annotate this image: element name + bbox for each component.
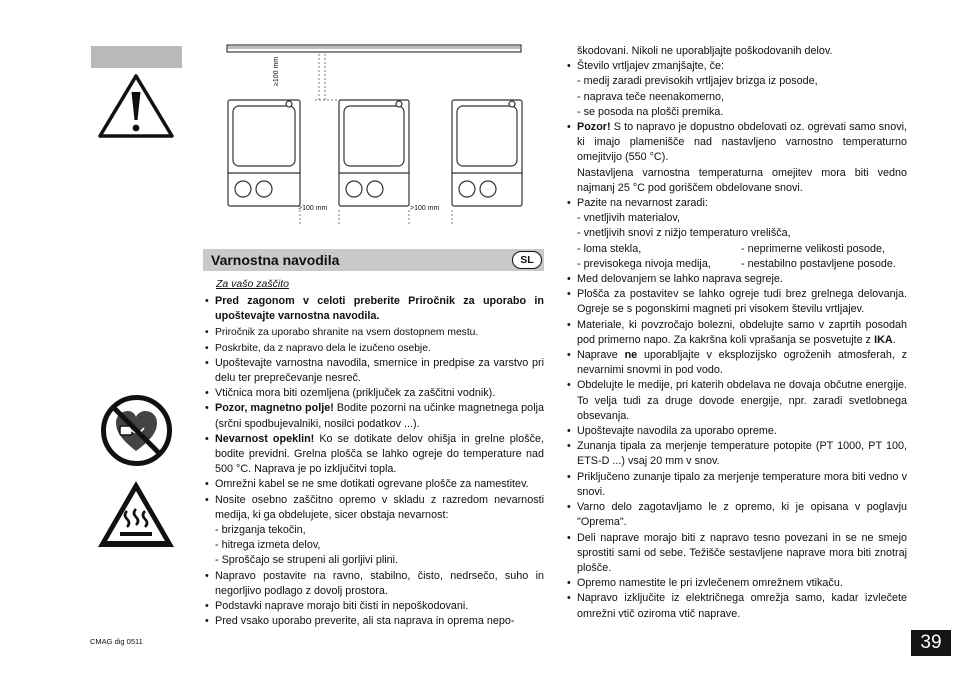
- list-item: • Priključeno zunanje tipalo za merjenje temperature mora biti vedno v snovi.: [567, 470, 907, 498]
- document-code: CMAG dig 0511: [90, 637, 143, 646]
- list-item: • Pred vsako uporabo preverite, ali sta naprava in oprema nepo-: [205, 615, 515, 628]
- dash-pair: - loma stekla, - neprimerne velikosti posode,: [577, 242, 886, 255]
- list-item: • Plošča za postavitev se lahko ogreje tudi brez grelnega delovanja. Ogreje se s pogonskimi magneti pri visokem številu vrtljajev.: [567, 288, 907, 316]
- list-item: • Nevarnost opeklin! Ko se dotikate delov ohišja in grelne plošče, bodite previdni. Grelna plošča se lahko ogreje do temperature nad 500 °C. Naprava je po izključitvi topla.: [205, 432, 544, 476]
- list-item: • Pozor, magnetno polje! Bodite pozorni na učinke magnetnega polja (srčni spodbujevalniki, nosilci podatkov ...).: [205, 402, 544, 430]
- dash-item: - Sproščajo se strupeni ali gorljivi plini.: [215, 554, 399, 567]
- dash-item: - naprava teče neenakomerno,: [577, 90, 725, 103]
- dash-item: - vnetljivih snovi z nižjo temperaturo vrelišča,: [577, 227, 791, 240]
- vertical-clearance-label: ≥100 mm: [273, 56, 280, 86]
- gap-right-label: >100 mm: [410, 205, 440, 212]
- list-item: • Napravo izključite iz električnega omrežja samo, kadar izvlečete omrežni vtič oziroma vtič naprave.: [567, 592, 907, 620]
- gap-left-label: >100 mm: [298, 205, 328, 212]
- list-item: • Priročnik za uporabo shranite na vsem dostopnem mestu.: [205, 327, 479, 339]
- language-badge: SL: [512, 251, 542, 269]
- margin-tab: [91, 46, 182, 68]
- hot-surface-icon: [95, 478, 177, 555]
- right-text-column: [565, 44, 907, 622]
- list-item: • Upoštevajte varnostna navodila, smernice in predpise za varstvo pri delu ter preprečevanje nesreč.: [205, 356, 544, 385]
- clearance-diagram: [225, 42, 525, 237]
- list-item: • Pozor! S to napravo je dopustno obdelovati oz. ogrevati samo snovi, ki imajo plamenišče nad nastavljeno varnostno temperaturno omejitvijo (550 °C).: [567, 121, 907, 164]
- list-item: • Podstavki naprave morajo biti čisti in nepoškodovani.: [205, 600, 469, 613]
- list-item: • Število vrtljajev zmanjšajte, če:: [567, 60, 725, 73]
- list-item: • Varno delo zagotavljamo le z opremo, ki je opisana v poglavju "Oprema".: [567, 501, 907, 529]
- list-item: • Zunanja tipala za merjenje temperature potopite (PT 1000, PT 100, ETS-D ...) vsaj 20 mm v snov.: [567, 440, 907, 468]
- list-item: • Deli naprave morajo biti z napravo tesno povezani in se ne smejo sprostiti sami od sebe. Težišče sestavljene naprave mora biti znotraj plošče.: [567, 531, 907, 574]
- list-item: • Pred zagonom v celoti preberite Priročnik za uporabo in upoštevajte varnostna navodila.: [205, 295, 544, 323]
- section-title: Varnostna navodila: [211, 252, 340, 268]
- section-subtitle: Za vašo zaščito: [216, 278, 289, 290]
- warning-triangle-icon: [97, 72, 175, 145]
- list-item: • Materiale, ki povzročajo bolezni, obdelujte samo v zaprtih posodah pod primerno napo. Za kakršna koli vprašanja se posvetujte z IKA.: [567, 318, 907, 346]
- list-item: • Nosite osebno zaščitno opremo v skladu z razredom nevarnosti medija, ki ga obdelujete, sicer obstaja nevarnost:: [205, 493, 544, 521]
- list-item: • Napravo postavite na ravno, stabilno, čisto, nedrsečo, suho in negorljivo podlago z dovolj prostora.: [205, 569, 544, 597]
- page-number: 39: [911, 630, 951, 656]
- list-item: • Opremo namestite le pri izvlečenem omrežnem vtikaču.: [567, 577, 843, 590]
- list-item: • Obdelujte le medije, pri katerih obdelava ne dovaja občutne energije. To velja tudi za druge dovode energije, npr. zaradi svetlobnega obsevanja.: [567, 379, 907, 422]
- no-pacemaker-icon: [100, 394, 173, 472]
- dash-item: - medij zaradi previsokih vrtljajev brizga iz posode,: [577, 75, 818, 88]
- list-item: • Med delovanjem se lahko naprava segreje.: [567, 273, 783, 286]
- left-text-column: [203, 294, 544, 629]
- list-item: • Omrežni kabel se ne sme dotikati ogrevane plošče za namestitev.: [205, 478, 529, 491]
- list-item: • Pazite na nevarnost zaradi:: [567, 197, 708, 210]
- continued-text: škodovani. Nikoli ne uporabljajte poškodovanih delov.: [577, 45, 833, 57]
- dash-item: - brizganja tekočin,: [215, 524, 306, 537]
- list-item: • Naprave ne uporabljajte v eksplozijsko ogroženih atmosferah, z nevarnimi snovmi in pod vodo.: [567, 349, 907, 377]
- dash-item: - hitrega izmeta delov,: [215, 539, 321, 552]
- list-item: • Vtičnica mora biti ozemljena (priključek za zaščitni vodnik).: [205, 387, 496, 400]
- continued-text: Nastavljena varnostna temperaturna omejitev mora biti vedno najmanj 25 °C pod goriščem obdelovane snovi.: [577, 166, 907, 194]
- dash-pair: - previsokega nivoja medija, - nestabilno postavljene posode.: [577, 257, 896, 270]
- list-item: • Upoštevajte navodila za uporabo opreme.: [567, 425, 777, 438]
- dash-item: - vnetljivih materialov,: [577, 212, 681, 225]
- list-item: • Poskrbite, da z napravo dela le izučeno osebje.: [205, 342, 431, 354]
- dash-item: - se posoda na plošči premika.: [577, 105, 724, 118]
